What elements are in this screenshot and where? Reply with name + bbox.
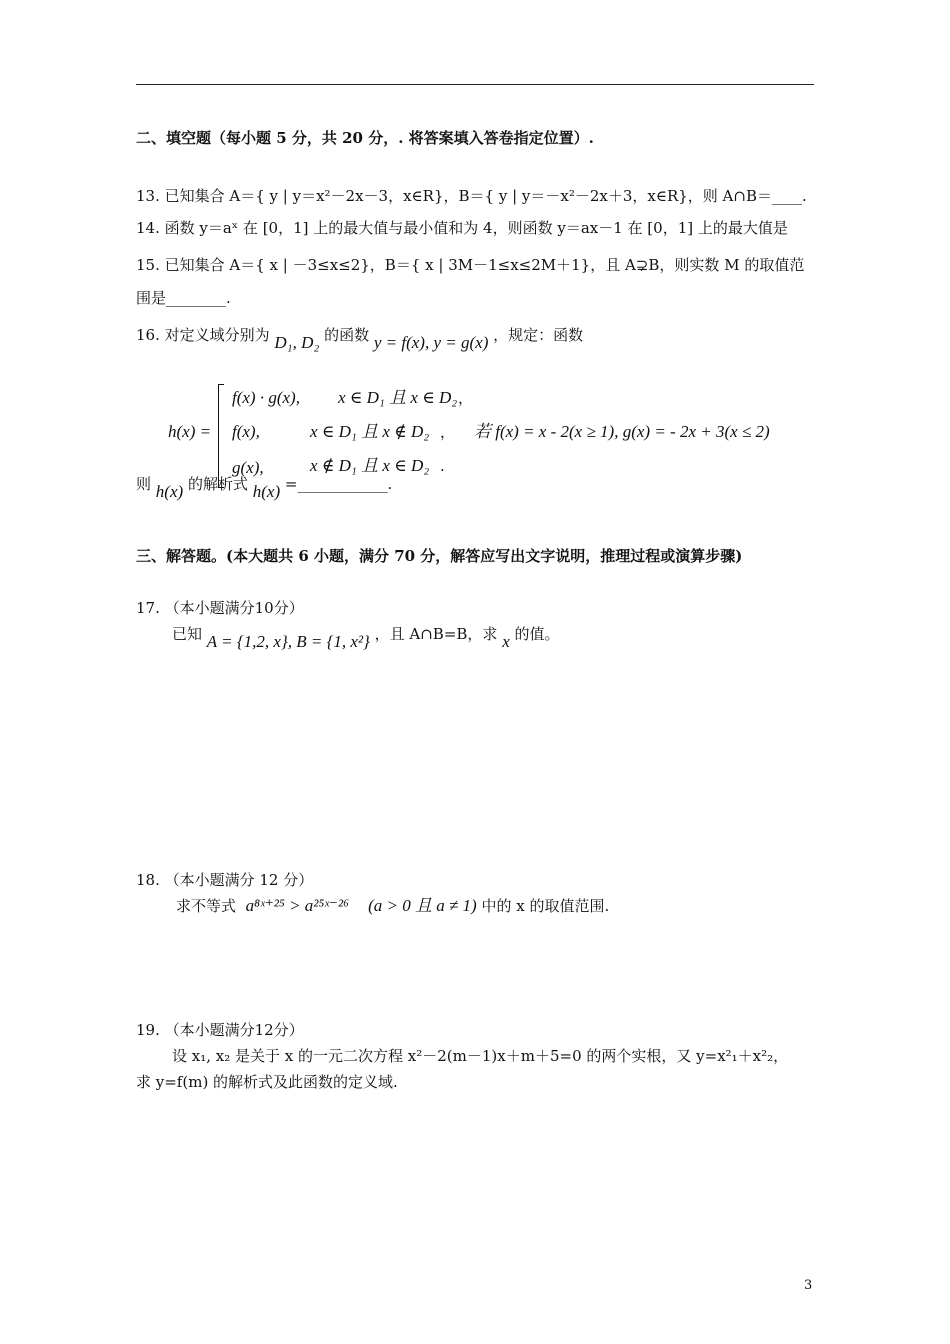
q17-var: x [502,632,510,651]
q16-intro-b: 的函数 [324,326,370,344]
h-label: h(x) = [168,422,212,441]
q16-answer-h: h(x) [155,482,184,501]
case2-cond: x ∈ D₁ 且 x ∉ D₂ [310,422,430,441]
case2-tail: ， [440,423,456,441]
q16-domains: D₁, D₂ [274,333,320,352]
q18-header: 18. （本小题满分 12 分） [136,871,314,889]
q17-header: 17. （本小题满分10分） [136,599,304,617]
q18-body-b: 中的 x 的取值范围. [481,897,610,915]
q16-given: 若 f(x) = x - 2(x ≥ 1), g(x) = - 2x + 3(x ≤ 2) [474,422,770,441]
q18-condition: (a > 0 且 a ≠ 1) [368,896,477,915]
q17-body [172,624,560,651]
case3-tail: . [440,457,445,475]
q17-sets: A = {1,2, x}, B = {1, x²} [206,632,370,651]
q17-body-c: 的值。 [514,625,560,643]
q18-body-a: 求不等式 [176,897,237,915]
q16-intro-a: 16. 对定义域分别为 [136,326,270,344]
question-16-answer [136,474,393,501]
header-rule [136,84,814,85]
page-number: 3 [804,1278,813,1293]
section3-heading: 三、解答题。(本大题共 6 小题，满分 70 分，解答应写出文字说明，推理过程或演算步骤) [136,547,743,565]
q16-intro-c: ，规定：函数 [493,326,584,344]
q16-answer-a: 则 [136,475,152,493]
q17-body-b: ，且 A∩B=B，求 [374,625,498,643]
q16-answer-c: =____________. [284,475,393,493]
q19-header: 19. （本小题满分12分） [136,1021,304,1039]
case1-cond: x ∈ D₁ 且 x ∈ D₂ [338,388,458,407]
case3-expr: g(x), [232,458,264,477]
left-brace [218,384,227,488]
q19-line2: 求 y=f(m) 的解析式及此函数的定义域. [136,1073,398,1091]
q17-body-a: 已知 [172,625,203,643]
question-16-intro [136,325,584,352]
question-15-line2: 围是________. [136,289,231,307]
question-14: 14. 函数 y＝aˣ 在 [0，1] 上的最大值与最小值和为 4，则函数 y＝ax－1 在 [0，1] 上的最大值是 [136,219,788,237]
q16-funcs: y = f(x), y = g(x) [373,333,489,352]
question-15-line1: 15. 已知集合 A＝{ x | －3≤x≤2}，B＝{ x | 3M－1≤x≤2M＋1}，且 A⊋B，则实数 M 的取值范 [136,256,805,274]
section2-heading: 二、填空题（每小题 5 分，共 20 分，. 将答案填入答卷指定位置）. [136,129,594,147]
case1-tail: ， [458,389,474,407]
question-13: 13. 已知集合 A＝{ y | y＝x²－2x－3，x∈R}，B＝{ y | y＝－x²－2x＋3，x∈R}，则 A∩B＝____. [136,187,807,205]
q16-answer-h2: h(x) [252,482,281,501]
q18-inequality: a⁸ˣ⁺²⁵ > a²⁵ˣ⁻²⁶ [245,896,350,915]
q18-body [176,896,609,916]
q16-answer-b: 的解析式 [187,475,248,493]
case1-expr: f(x) · g(x), [232,388,300,407]
case3-cond: x ∉ D₁ 且 x ∈ D₂ [310,456,430,475]
case2-expr: f(x), [232,422,260,441]
q19-line1: 设 x₁, x₂ 是关于 x 的一元二次方程 x²－2(m－1)x＋m＋5=0 的两个实根，又 y=x²₁＋x²₂， [172,1047,789,1065]
